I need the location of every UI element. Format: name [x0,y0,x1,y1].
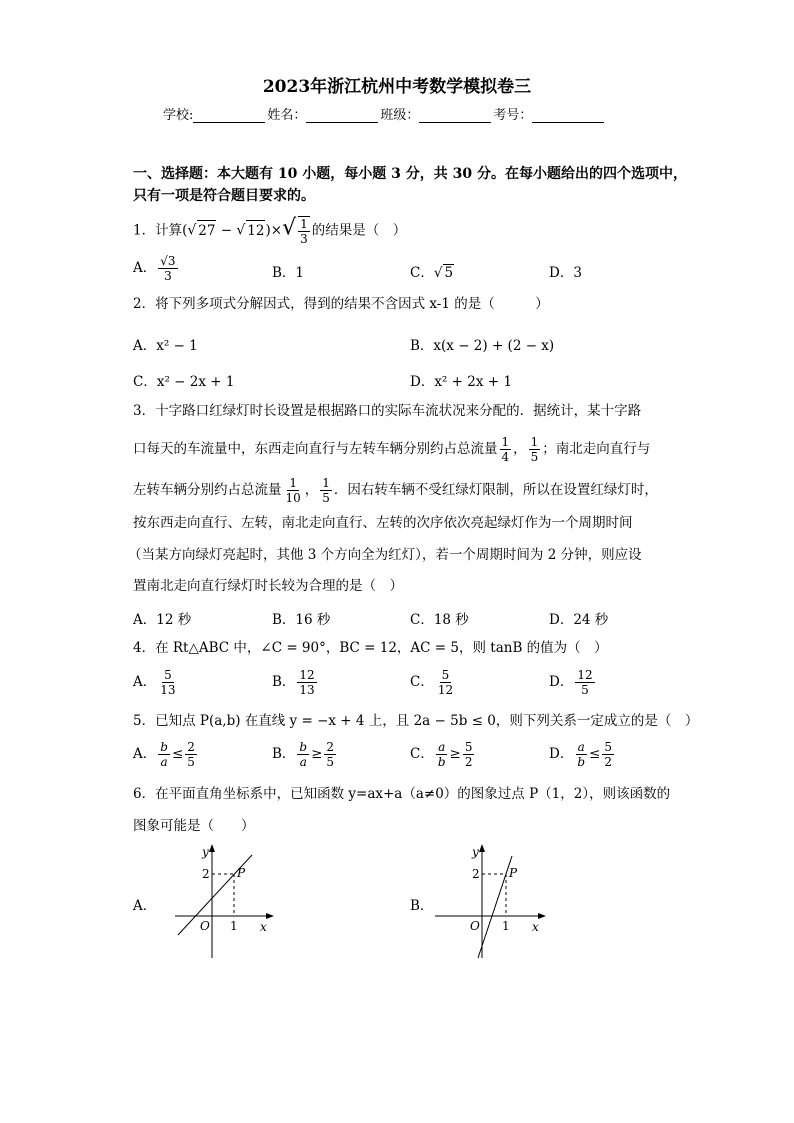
section-heading-line2: 只有一项是符合题目要求的。 [133,188,315,204]
q1-option-a[interactable]: A． $\frac{√3}{3}$ [133,254,176,283]
function-line [478,856,512,958]
class-blank[interactable] [419,110,491,123]
q5-option-a[interactable]: A． $\frac{b}{a}$ ≤ $\frac{2}{5}$ [133,740,195,769]
y-axis-arrow [479,844,485,852]
x-axis-arrow [538,913,546,919]
radical-sign: √ [433,265,443,281]
y-label: y [472,845,479,859]
y-axis-arrow [209,844,215,852]
origin-label: O [200,919,210,933]
q1-minus: − [216,222,237,239]
question-3-line1: 3．十字路口红绿灯时长设置是根据路口的实际车流状况来分配的．据统计，某十字路 [133,403,642,419]
x-label: x [260,920,267,934]
tick-label-2: 2 [472,867,480,881]
q2-option-d[interactable]: D．x² + 2x + 1 [410,374,512,390]
y-label: y [202,845,209,859]
name-label: 姓名： [267,108,307,123]
q5-option-d[interactable]: D． $\frac{a}{b}$ ≤ $\frac{5}{2}$ [549,740,612,769]
q4-option-d[interactable]: D． $\frac{12}{5}$ [549,668,593,697]
q1-radicand-1: 27 [197,220,216,241]
tick-label-2: 2 [202,867,210,881]
question-2: 2．将下列多项式分解因式，得到的结果不含因式 x-1 的是（ ） [133,296,549,312]
question-1 [133,216,406,246]
student-info-line [163,104,606,123]
q4-option-c[interactable]: C． $\frac{5}{12}$ [410,668,454,697]
q4-option-b[interactable]: B． $\frac{12}{13}$ [272,668,315,697]
q3-option-b[interactable]: B．16 秒 [272,612,331,628]
radical-sign: √ [236,222,246,239]
question-4: 4．在 Rt△ABC 中，∠C = 90°，BC = 12，AC = 5，则 tanB 的值为（ ） [133,640,608,656]
q5-option-b[interactable]: B． $\frac{b}{a}$ ≥ $\frac{2}{5}$ [272,740,335,769]
q1-prefix: 1．计算( [133,222,188,239]
tick-label-1: 1 [230,919,238,933]
q1-option-d[interactable]: D．3 [549,265,582,281]
q1-option-b[interactable]: B．1 [272,265,305,281]
name-blank[interactable] [306,110,378,123]
q2-option-b[interactable]: B．x(x − 2) + (2 − x) [410,338,555,354]
question-6-line1: 6．在平面直角坐标系中，已知函数 y=ax+a（a≠0）的图象过点 P（1，2），则该函数的 [133,786,671,802]
school-label: 学校: [163,108,194,123]
radical-sign: √ [282,215,297,241]
point-p-label: P [509,866,518,880]
q3-option-d[interactable]: D．24 秒 [549,612,609,628]
id-label: 考号： [493,108,533,123]
q6-graph-a[interactable] [160,840,285,965]
q1-option-c[interactable]: C．√ 5 [410,265,454,281]
section-heading-line1: 一、选择题：本大题有 10 小题，每小题 3 分，共 30 分。在每小题给出的四个选项中， [133,166,687,182]
q1-radicand-2: 12 [246,220,265,241]
q2-option-a[interactable]: A．x² − 1 [133,338,198,354]
q3-option-c[interactable]: C．18 秒 [410,612,469,628]
class-label: 班级： [380,108,420,123]
q1-fraction: $\frac{1}{3}$ [300,217,308,246]
x-axis-arrow [266,913,274,919]
x-label: x [532,920,539,934]
q6-option-b-label[interactable]: B． [410,898,434,914]
origin-label: O [470,919,480,933]
radical-sign: √ [187,222,197,239]
q4-option-a[interactable]: A． $\frac{5}{13}$ [133,668,176,697]
question-3-line2: 口每天的车流量中，东西走向直行与左转车辆分别约占总流量 $\frac{1}{4}$ ， $\frac{1}{5}$ ；南北走向直行与 [133,435,651,464]
point-p-label: P [237,866,246,880]
school-blank[interactable] [193,110,265,123]
tick-label-1: 1 [502,919,510,933]
question-3-line5: （当某方向绿灯亮起时，其他 3 个方向全为红灯），若一个周期时间为 2 分钟，则应设 [128,547,642,563]
page-title: 2023年浙江杭州中考数学模拟卷三 [262,77,532,97]
question-5: 5．已知点 P(a,b) 在直线 y = −x + 4 上，且 2a − 5b ≤ 0，则下列关系一定成立的是（ ） [133,713,699,729]
q6-option-a-label[interactable]: A． [133,898,157,914]
question-3-line3: 左转车辆分别约占总流量 $\frac{1}{10}$ ， $\frac{1}{5}$ ．因右转车辆不受红绿灯限制，所以在设置红绿灯时， [133,476,658,505]
question-3-line6: 置南北走向直行绿灯时长较为合理的是（ ） [133,578,403,594]
question-6-line2: 图象可能是（ ） [133,818,255,834]
q5-option-c[interactable]: C． $\frac{a}{b}$ ≥ $\frac{5}{2}$ [410,740,473,769]
id-blank[interactable] [532,110,604,123]
q6-graph-b[interactable] [430,840,555,965]
q2-option-c[interactable]: C．x² − 2x + 1 [133,374,235,390]
q3-option-a[interactable]: A．12 秒 [133,612,192,628]
q1-suffix: 的结果是（ ） [311,222,407,239]
q1-times: )× [265,222,283,239]
question-3-line4: 按东西走向直行、左转，南北走向直行、左转的次序依次亮起绿灯作为一个周期时间 [133,515,633,531]
